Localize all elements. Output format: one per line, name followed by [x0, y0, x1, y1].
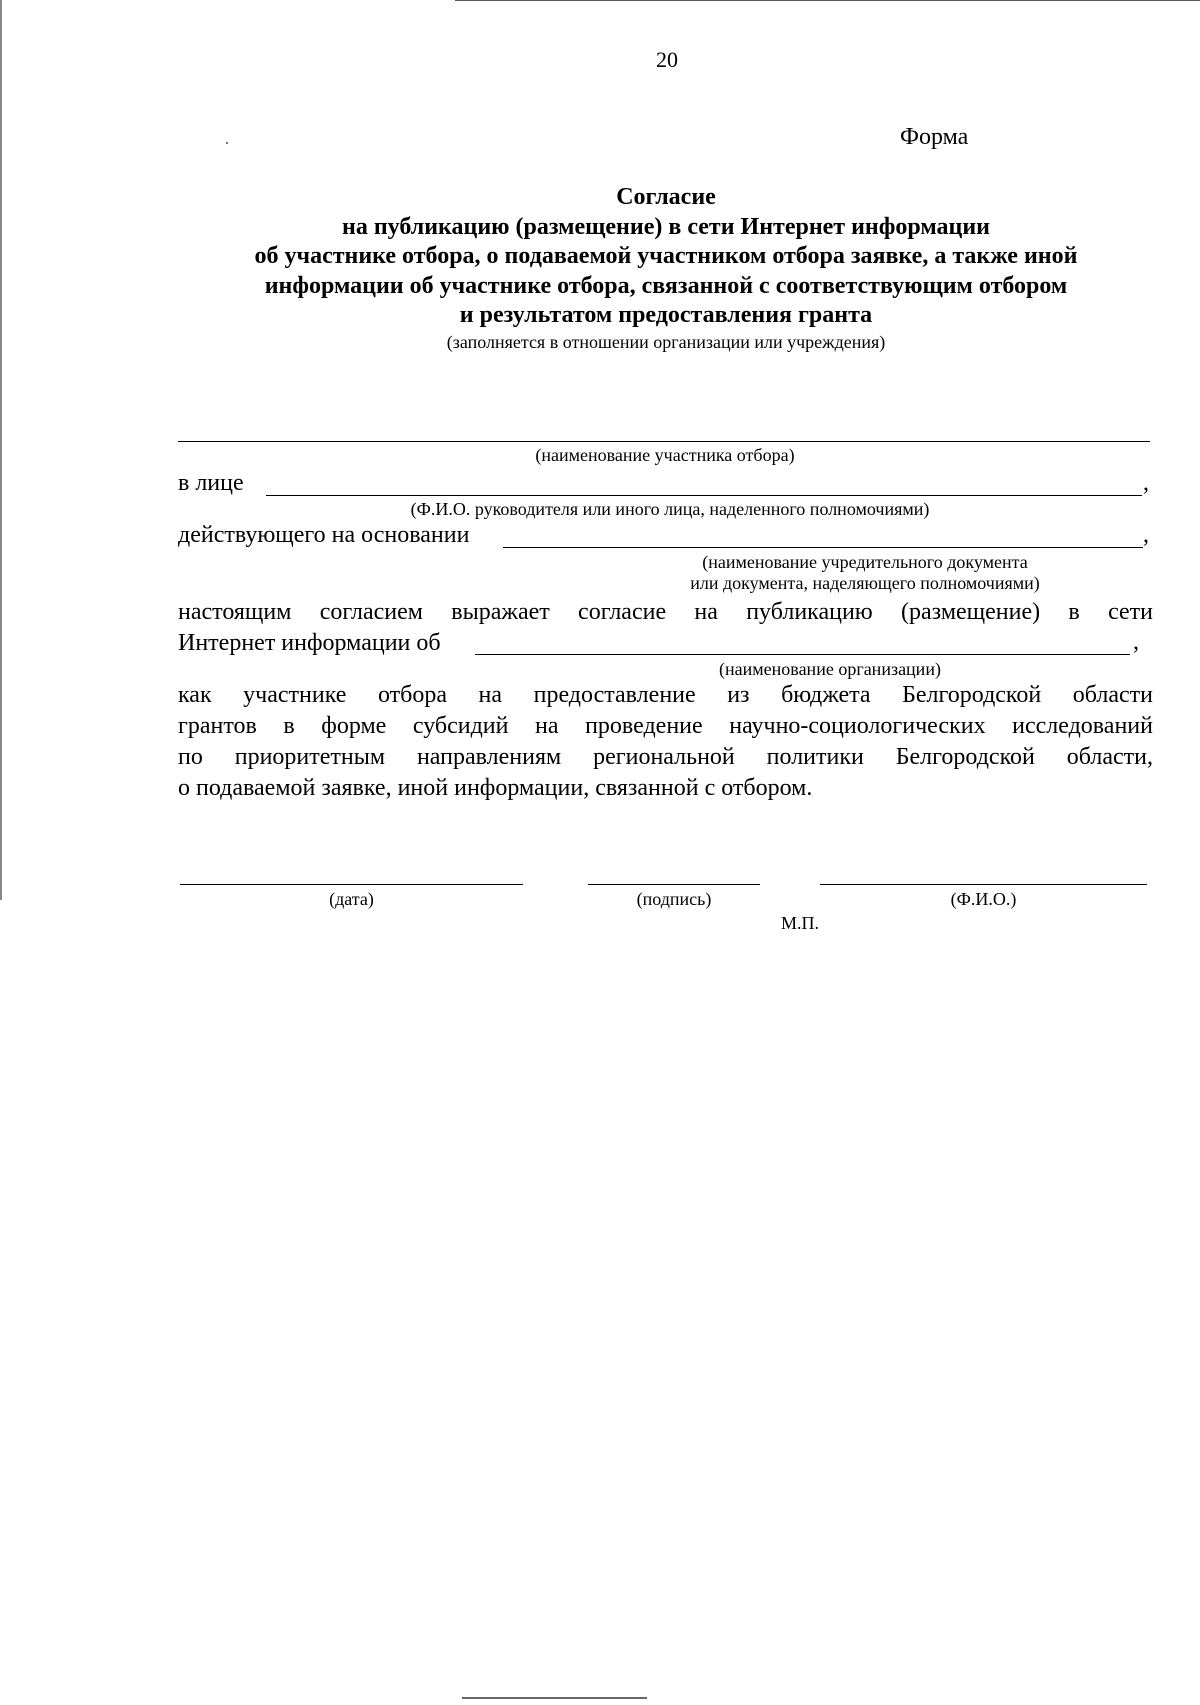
- scan-speck: [226, 142, 228, 144]
- basis-document-hint-2: или документа, наделяющего полномочиями): [690, 573, 1040, 593]
- title-line-1: на публикацию (размещение) в сети Интернет информации: [342, 213, 990, 240]
- signature-hint: (подпись): [636, 889, 712, 909]
- full-name-hint: (Ф.И.О.): [950, 889, 1017, 909]
- representative-name-hint: (Ф.И.О. руководителя или иного лица, наделенного полномочиями): [410, 499, 930, 519]
- date-line[interactable]: [180, 884, 523, 885]
- acting-label: действующего на основании: [178, 522, 470, 548]
- signature-line[interactable]: [588, 884, 760, 885]
- form-label: Форма: [900, 124, 969, 150]
- body-line-1: как участнике отбора на предоставление из бюджета Белгородской области: [178, 682, 1153, 708]
- title-heading: Согласие: [616, 184, 716, 210]
- scan-edge-top: [455, 0, 1200, 1]
- seal-mark: М.П.: [780, 913, 819, 933]
- body-line-2: грантов в форме субсидий на проведение научно-социологических исследований: [178, 713, 1153, 739]
- represented-comma: ,: [1143, 470, 1149, 496]
- title-line-2: об участнике отбора, о подаваемой участником отбора заявке, а также иной: [254, 243, 1078, 269]
- title-line-3: информации об участнике отбора, связанной с соответствующим отбором: [264, 272, 1068, 299]
- acting-comma: ,: [1143, 522, 1149, 548]
- represented-label: в лице: [178, 470, 244, 496]
- document-title: [160, 183, 1172, 353]
- organization-name-line[interactable]: [475, 654, 1130, 655]
- organization-name-hint: (наименование организации): [719, 659, 941, 679]
- scan-edge-bottom: [462, 1697, 647, 1699]
- consent-line-2-label: Интернет информации об: [178, 630, 441, 656]
- organization-comma: ,: [1133, 629, 1139, 655]
- basis-document-hint-1: (наименование учредительного документа: [702, 552, 1028, 572]
- participant-name-line[interactable]: [178, 441, 1150, 442]
- page-number: 20: [656, 47, 678, 72]
- representative-name-line[interactable]: [266, 495, 1142, 496]
- body-line-3: по приоритетным направлениям региональной политики Белгородской области,: [178, 744, 1153, 770]
- basis-document-line[interactable]: [503, 547, 1143, 548]
- body-line-4: о подаваемой заявке, иной информации, связанной с отбором.: [178, 775, 813, 801]
- date-hint: (дата): [329, 889, 374, 909]
- title-line-4: и результатом предоставления гранта: [459, 302, 873, 328]
- consent-line-1: настоящим согласием выражает согласие на публикацию (размещение) в сети: [178, 599, 1153, 625]
- title-note: (заполняется в отношении организации или учреждения): [446, 331, 886, 352]
- full-name-line[interactable]: [820, 884, 1147, 885]
- scan-edge-left: [0, 0, 2, 900]
- participant-name-hint: (наименование участника отбора): [535, 445, 795, 465]
